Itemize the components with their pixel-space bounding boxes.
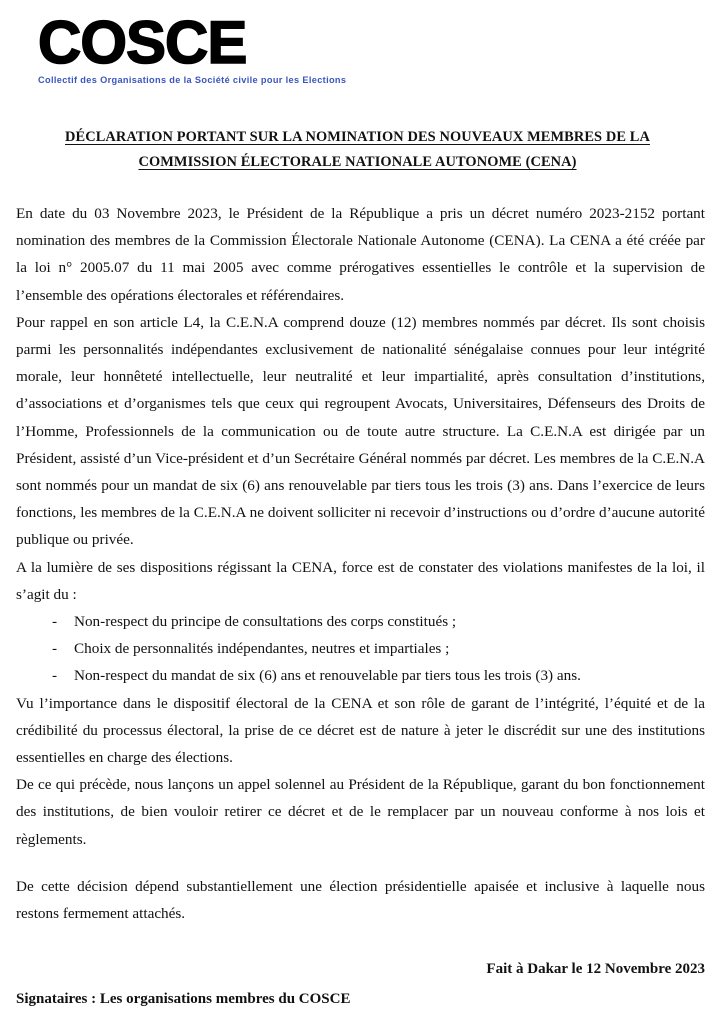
page-title: [16, 125, 699, 175]
place-and-date: Fait à Dakar le 12 Novembre 2023: [486, 961, 705, 977]
paragraph-appeal: De ce qui précède, nous lançons un appel solennel au Président de la République, garant du bon fonctionnement des institutions, de bien vouloir retirer ce décret et de le remplacer par un nouveau conforme à nos lois et règlements.: [16, 776, 705, 848]
list-marker: -: [52, 613, 58, 631]
list-marker: -: [52, 640, 58, 658]
list-item-text: Non-respect du mandat de six (6) ans et renouvelable par tiers tous les trois (3) ans.: [74, 667, 581, 685]
page-title-line-1: [16, 125, 699, 150]
page-title-line-1-text: DÉCLARATION PORTANT SUR LA NOMINATION DES NOUVEAUX MEMBRES DE LA: [65, 129, 650, 145]
cosce-logo-wordmark: COSCE: [38, 9, 247, 76]
paragraph-article-l4: Pour rappel en son article L4, la C.E.N.A comprend douze (12) membres nommés par décret. Ils sont choisis parmi les personnalités indépendantes exclusivement de nationalité sénégalaise connues pour leur intégrité morale, leur honnêteté intellectuelle, leur neutralité et leur impartialité, après consultation d’institutions, d’associations et d’organismes tels que ceux qui regroupent Avocats, Universitaires, Défenseurs des Droits de l’Homme, Professionnels de la communication ou de toute autre structure. La C.E.N.A est dirigée par un Président, assisté d’un Vice-président et d’un Secrétaire Général nommés par décret. Les membres de la C.E.N.A sont nommés pour un mandat de six (6) ans renouvelable par tiers tous les trois (3) ans. Dans l’exercice de leurs fonctions, les membres de la C.E.N.A ne doivent solliciter ni recevoir d’instructions ou d’ordre d’aucune autorité publique ou privée.: [16, 313, 705, 549]
document-body: [16, 200, 705, 927]
list-item: [16, 608, 705, 635]
signatories-line: Signataires : Les organisations membres du COSCE: [16, 991, 351, 1007]
paragraph-intro: En date du 03 Novembre 2023, le Président de la République a pris un décret numéro 2023-2152 portant nomination des membres de la Commission Électorale Nationale Autonome (CENA). La CENA a été créée par la loi n° 2005.07 du 11 mai 2005 avec comme prérogatives essentielles le contrôle et la supervision de l’ensemble des opérations électorales et référendaires.: [16, 205, 705, 304]
paragraph-violations-lead: A la lumière de ses dispositions régissant la CENA, force est de constater des violations manifestes de la loi, il s’agit du :: [16, 558, 705, 603]
cosce-logo-tagline: Collectif des Organisations de la Société civile pour les Elections: [38, 75, 347, 85]
letterhead: [38, 9, 348, 86]
paragraph-importance: Vu l’importance dans le dispositif électoral de la CENA et son rôle de garant de l’intégrité, l’équité et de la crédibilité du processus électoral, la prise de ce décret est de nature à jeter le discrédit sur une des institutions essentielles en charge des élections.: [16, 694, 705, 767]
violations-list: [16, 608, 705, 690]
page-title-line-2-text: COMMISSION ÉLECTORALE NATIONALE AUTONOME (CENA): [138, 154, 577, 170]
paragraph-conclusion: De cette décision dépend substantiellement une élection présidentielle apaisée et inclusive à laquelle nous restons fermement attachés.: [16, 877, 705, 923]
list-marker: -: [52, 667, 58, 685]
list-item: [16, 635, 705, 662]
page-title-line-2: [16, 150, 699, 175]
list-item: [16, 662, 705, 689]
list-item-text: Non-respect du principe de consultations des corps constitués ;: [74, 613, 457, 631]
list-item-text: Choix de personnalités indépendantes, neutres et impartiales ;: [74, 640, 450, 658]
